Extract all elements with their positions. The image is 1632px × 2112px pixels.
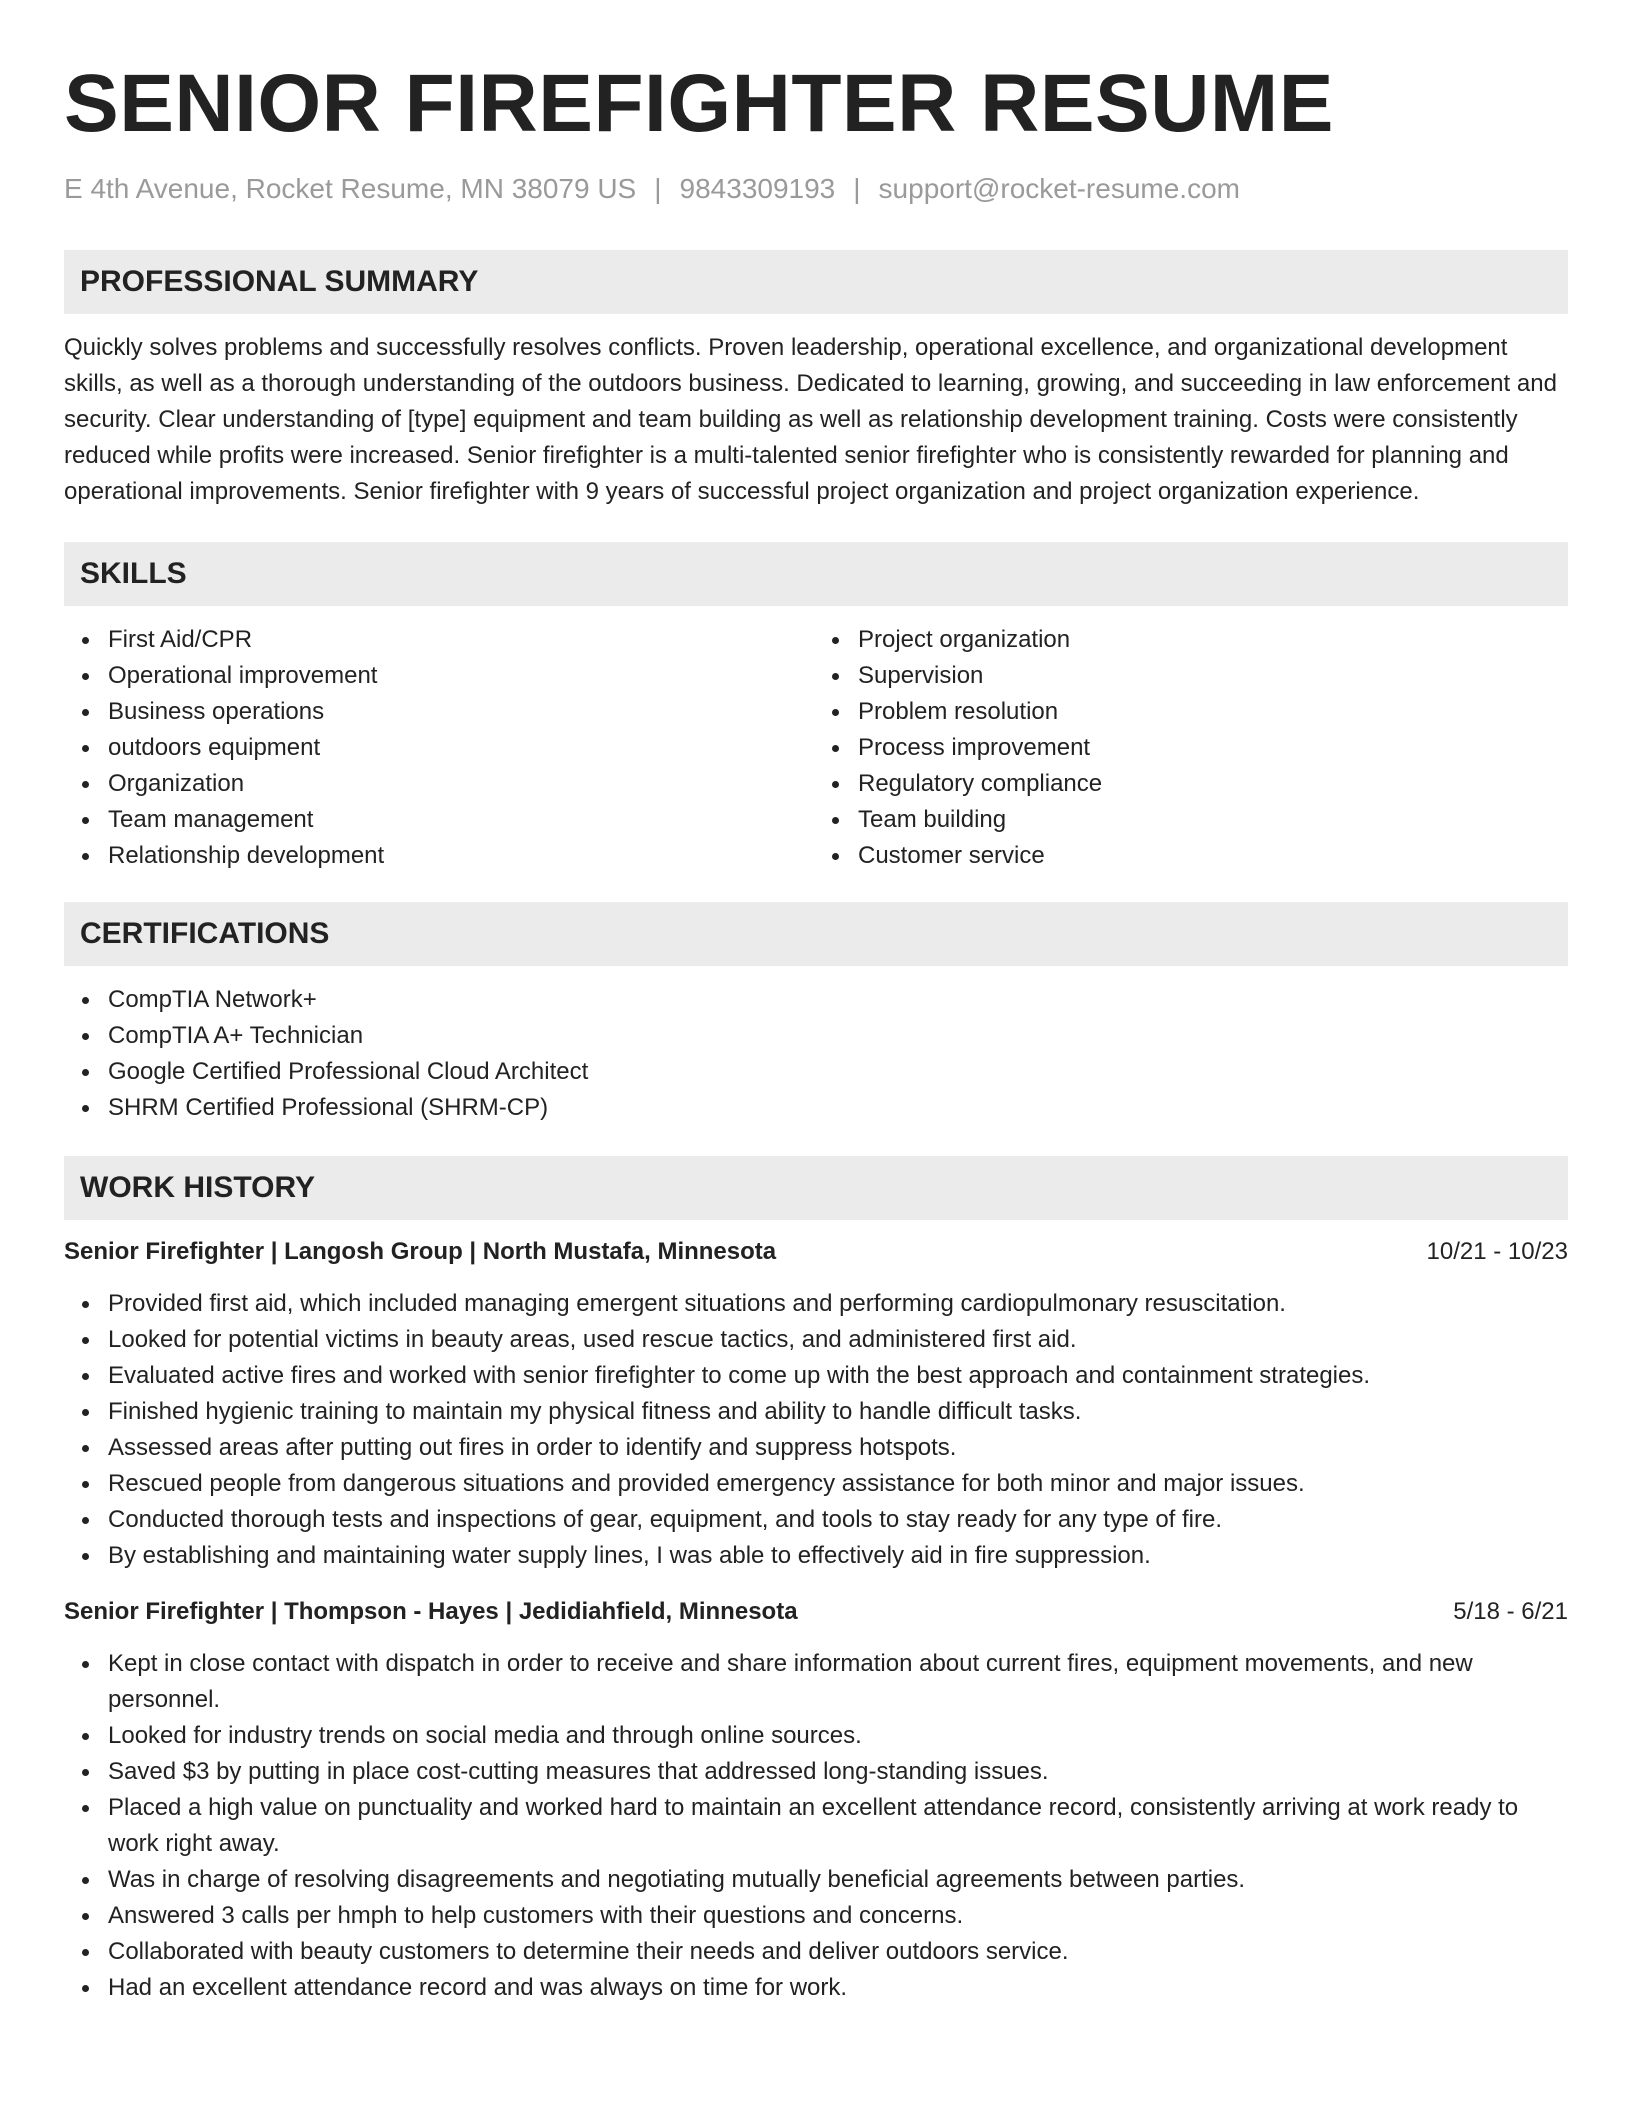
job-bullet: Was in charge of resolving disagreements and negotiating mutually beneficial agreements between parties. [108,1862,1568,1898]
skill-item: First Aid/CPR [108,622,816,658]
contact-phone: 9843309193 [679,173,836,204]
skills-list-left [64,622,816,874]
skills-column-left [64,622,816,874]
certification-item: Google Certified Professional Cloud Architect [108,1054,1568,1090]
contact-email: support@rocket-resume.com [878,173,1240,204]
work-history-section-header [64,1156,1568,1220]
skills-list-right [816,622,1568,874]
skills-column-right [816,622,1568,874]
job-bullets [64,1286,1568,1574]
job-bullet: Saved $3 by putting in place cost-cutting measures that addressed long-standing issues. [108,1754,1568,1790]
job-entry [64,1594,1568,2006]
job-bullet: By establishing and maintaining water supply lines, I was able to effectively aid in fire suppression. [108,1538,1568,1574]
skill-item: Regulatory compliance [858,766,1568,802]
job-entry [64,1234,1568,1574]
skill-item: Organization [108,766,816,802]
skill-item: Supervision [858,658,1568,694]
skills-heading: SKILLS [80,557,187,590]
certification-item: CompTIA Network+ [108,982,1568,1018]
job-title: Senior Firefighter | Thompson - Hayes | Jedidiahfield, Minnesota [64,1598,798,1625]
skill-item: Operational improvement [108,658,816,694]
skill-item: Process improvement [858,730,1568,766]
skill-item: Team management [108,802,816,838]
job-bullet: Evaluated active fires and worked with senior firefighter to come up with the best approach and containment strategies. [108,1358,1568,1394]
skill-item: Business operations [108,694,816,730]
job-header [64,1594,1568,1630]
skills-section-header [64,542,1568,606]
contact-line [64,172,1568,206]
job-header [64,1234,1568,1270]
summary-text: Quickly solves problems and successfully resolves conflicts. Proven leadership, operational excellence, and organizational development skills, as well as a thorough understanding of the outdoors business. Dedicated to learning, growing, and succeeding in law enforcement and security. Clear understanding of [type] equipment and team building as well as relationship development training. Costs were consistently reduced while profits were increased. Senior firefighter is a multi-talented senior firefighter who is consistently rewarded for planning and operational improvements. Senior firefighter with 9 years of successful project organization and project organization experience. [64,334,1557,505]
contact-separator: | [654,173,662,204]
certifications-list [64,982,1568,1126]
job-dates: 5/18 - 6/21 [1453,1598,1568,1625]
job-bullet: Assessed areas after putting out fires in order to identify and suppress hotspots. [108,1430,1568,1466]
skill-item: Relationship development [108,838,816,874]
certifications-section-header [64,902,1568,966]
job-bullet: Provided first aid, which included managing emergent situations and performing cardiopulmonary resuscitation. [108,1286,1568,1322]
skill-item: Customer service [858,838,1568,874]
certification-item: SHRM Certified Professional (SHRM-CP) [108,1090,1568,1126]
contact-separator: | [853,173,861,204]
job-bullet: Answered 3 calls per hmph to help customers with their questions and concerns. [108,1898,1568,1934]
job-bullet: Looked for potential victims in beauty areas, used rescue tactics, and administered first aid. [108,1322,1568,1358]
job-bullet: Conducted thorough tests and inspections of gear, equipment, and tools to stay ready for any type of fire. [108,1502,1568,1538]
skill-item: Problem resolution [858,694,1568,730]
contact-address: E 4th Avenue, Rocket Resume, MN 38079 US [64,173,637,204]
skill-item: Project organization [858,622,1568,658]
skill-item: Team building [858,802,1568,838]
job-bullets [64,1646,1568,2006]
skill-item: outdoors equipment [108,730,816,766]
job-bullet: Placed a high value on punctuality and worked hard to maintain an excellent attendance record, consistently arriving at work ready to work right away. [108,1790,1568,1862]
summary-section-header [64,250,1568,314]
job-title: Senior Firefighter | Langosh Group | North Mustafa, Minnesota [64,1238,777,1265]
job-bullet: Collaborated with beauty customers to determine their needs and deliver outdoors service. [108,1934,1568,1970]
job-bullet: Kept in close contact with dispatch in order to receive and share information about current fires, equipment movements, and new personnel. [108,1646,1568,1718]
job-bullet: Rescued people from dangerous situations and provided emergency assistance for both minor and major issues. [108,1466,1568,1502]
certification-item: CompTIA A+ Technician [108,1018,1568,1054]
work-history-heading: WORK HISTORY [80,1171,316,1204]
job-bullet: Looked for industry trends on social media and through online sources. [108,1718,1568,1754]
job-dates: 10/21 - 10/23 [1426,1238,1568,1265]
summary-heading: PROFESSIONAL SUMMARY [80,265,479,298]
resume-title: SENIOR FIREFIGHTER RESUME [64,58,1334,149]
job-bullet: Finished hygienic training to maintain my physical fitness and ability to handle difficult tasks. [108,1394,1568,1430]
job-bullet: Had an excellent attendance record and was always on time for work. [108,1970,1568,2006]
certifications-heading: CERTIFICATIONS [80,917,330,950]
skills-grid [64,622,1568,874]
